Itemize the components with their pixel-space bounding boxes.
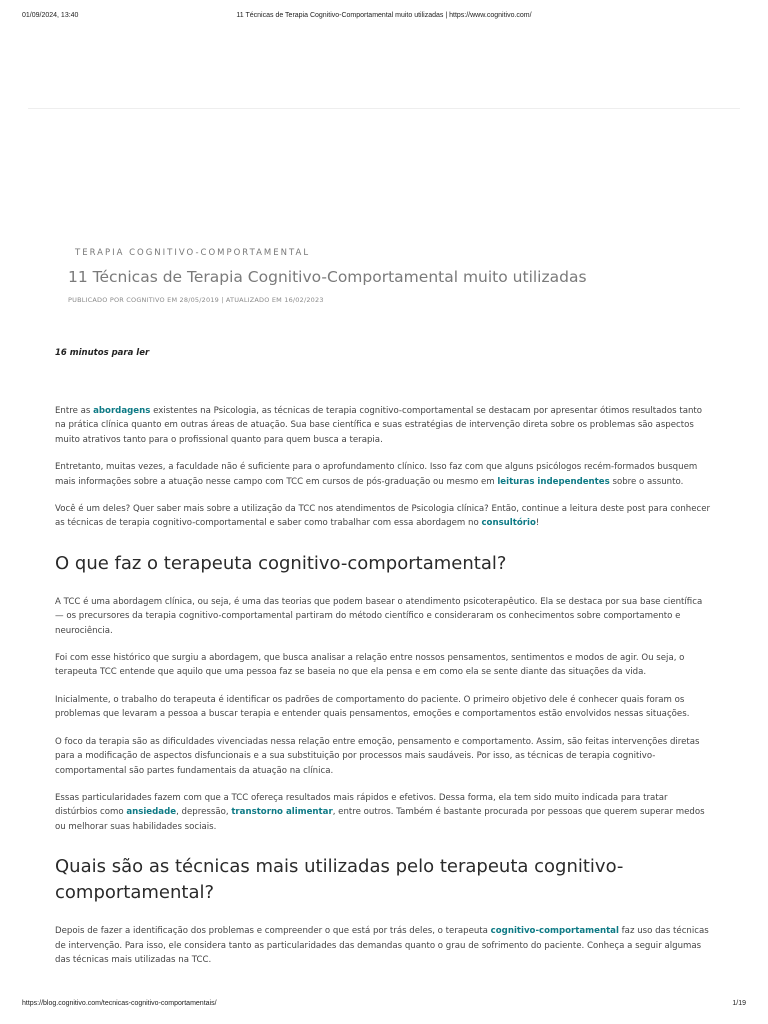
paragraph-intro: Entre as abordagens existentes na Psicologia, as técnicas de terapia cognitivo-comportamental se destacam por apresentar ótimos resultados tanto na prática clínica quanto em outras áreas de atuação. Sua base científica e suas estratégias de intervenção direta sobre os problemas são aspectos muito atrativos tanto para o profissional quanto para quem busca a terapia. [55,406,703,445]
print-footer [22,1000,746,1010]
link-cognitivo-comportamental[interactable]: cognitivo-comportamental [490,926,619,937]
header-divider [28,108,740,109]
paragraph-9: Depois de fazer a identificação dos problemas e compreender o que está por trás deles, o terapeuta cognitivo-comportamental faz uso das técnicas de intervenção. Para isso, ele considera tanto as particularidades das demandas quanto o grau de sofrimento do paciente. Conheça a seguir algumas das técnicas mais utilizadas na TCC. [55,926,709,965]
section-heading-2: Quais são as técnicas mais utilizadas pelo terapeuta cognitivo-comportamental? [55,856,624,904]
link-transtorno-alimentar[interactable]: transtorno alimentar [231,807,333,818]
paragraph-4: A TCC é uma abordagem clínica, ou seja, é uma das teorias que podem basear o atendimento psicoterapêutico. Ela se destaca por sua base científica — os precursores da terapia cognitivo-comportamental partiram do método científico e consideraram os conhecimentos sobre comportamento e neurociência. [55,596,703,636]
paragraph-2: Entretanto, muitas vezes, a faculdade não é suficiente para o aprofundamento clínico. Isso faz com que alguns psicólogos recém-formados busquem mais informações sobre a atuação nesse campo com TCC em cursos de pós-graduação ou mesmo em leituras independentes sobre o assunto. [55,462,698,487]
paragraph-5: Foi com esse histórico que surgiu a abordagem, que busca analisar a relação entre nossos pensamentos, sentimentos e modos de agir. Ou seja, o terapeuta TCC entende que aquilo que uma pessoa faz se baseia no que ela pensa e em como ela se sente diante das situações da vida. [55,653,685,678]
paragraph-6: Inicialmente, o trabalho do terapeuta é identificar os padrões de comportamento do paciente. O primeiro objetivo dele é conhecer quais foram os problemas que levaram a pessoa a buscar terapia e entender quais pensamentos, emoções e comportamentos estão envolvidos nessas situações. [55,694,690,720]
link-abordagens[interactable]: abordagens [93,406,151,416]
post-title: 11 Técnicas de Terapia Cognitivo-Comportamental muito utilizadas [68,268,587,286]
post-category[interactable]: TERAPIA COGNITIVO-COMPORTAMENTAL [75,248,311,258]
paragraph-3: Você é um deles? Quer saber mais sobre a utilização da TCC nos atendimentos de Psicologia clínica? Então, continue a leitura deste post para conhecer as técnicas de terapia cognitivo-comportamental e saber como trabalhar com essa abordagem no consultório! [55,504,711,529]
post-meta: PUBLICADO POR COGNITIVO EM 28/05/2019 | ATUALIZADO EM 16/02/2023 [68,296,324,304]
print-header [22,12,746,24]
article-body [55,404,711,980]
paragraph-7: O foco da terapia são as dificuldades vivenciadas nessa relação entre emoção, pensamento e comportamento. Assim, são feitas intervenções diretas para a modificação de aspectos disfuncionais e a sua substituição por processos mais saudáveis. Por isso, as técnicas de terapia cognitivo-comportamental são partes fundamentais da atuação na clínica. [55,736,700,776]
link-ansiedade[interactable]: ansiedade [126,807,177,818]
read-time: 16 minutos para ler [55,348,150,358]
link-leituras-independentes[interactable]: leituras independentes [497,476,610,487]
link-consultorio[interactable]: consultório [481,518,536,529]
print-url: https://blog.cognitivo.com/tecnicas-cognitivo-comportamentais/ [22,1000,217,1007]
section-heading-1: O que faz o terapeuta cognitivo-comportamental? [55,552,507,574]
print-page-number: 1/19 [732,1000,746,1007]
print-date: 01/09/2024, 13:40 [22,12,79,19]
paragraph-8: Essas particularidades fazem com que a TCC ofereça resultados mais rápidos e efetivos. Dessa forma, ela tem sido muito indicada para tratar distúrbios como ansiedade, depressão, transtorno alimentar, entre outros. Também é bastante procurada por pessoas que querem superar medos ou melhorar suas habilidades sociais. [55,792,705,832]
print-page-title: 11 Técnicas de Terapia Cognitivo-Comportamental muito utilizadas | https://www.cognitivo.com/ [236,12,532,19]
